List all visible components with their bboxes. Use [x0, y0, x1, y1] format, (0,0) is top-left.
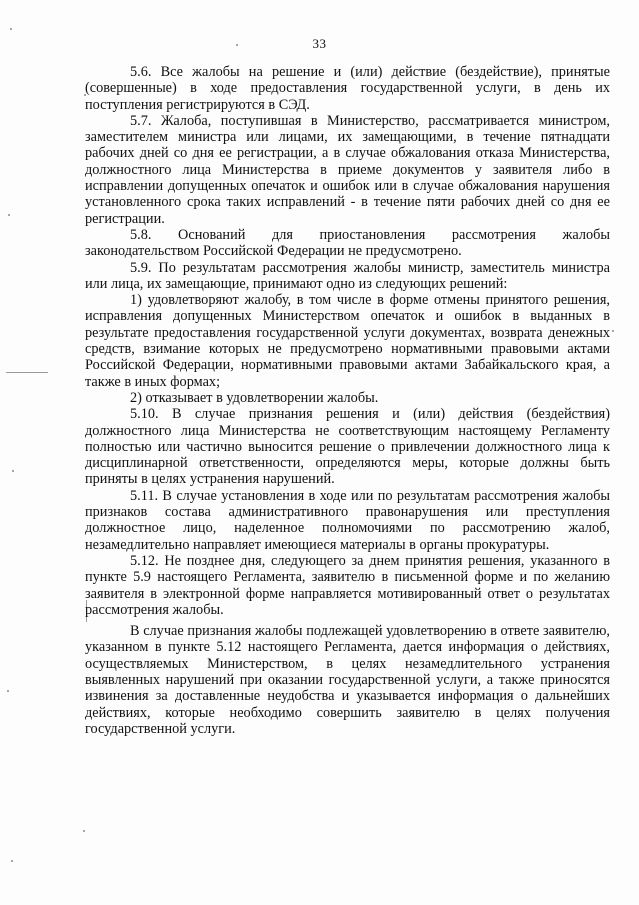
paragraph-5-12: 5.12. Не позднее дня, следующего за днем принятия решения, указанного в пункте 5.9 настоящего Регламента, заявителю в письменной форме и по желанию заявителя в электронной форме направляется мотивированный ответ о результатах рассмотрения жалобы. [85, 552, 610, 618]
scan-artifact-dot [7, 690, 9, 692]
paragraph-5-10: 5.10. В случае признания решения и (или) действия (бездействия) должностного лица Министерства не соответствующим настоящему Регламенту полностью или частично выносится решение о привлечении должностного лица к дисциплинарной ответственности, определяются меры, которые должны быть приняты в целях устранения нарушений. [85, 406, 610, 488]
paragraph-5-6: 5.6. Все жалобы на решение и (или) действие (бездействие), принятые (совершенные) в ходе предоставления государственной услуги, в день их поступления регистрируются в СЭД. [85, 64, 610, 113]
scan-artifact-dot [612, 330, 614, 332]
paragraph-5-7: 5.7. Жалоба, поступившая в Министерство, рассматривается министром, заместителем министра или лицами, их замещающими, в течение пятнадцати рабочих дней со дня ее регистрации, а в случае обжалования отказа Министерства, должностного лица Министерства в приеме документов у заявителя либо в исправлении допущенных опечаток и ошибок или в случае обжалования нарушения установленного срока таких исправлений - в течение пяти рабочих дней со дня ее регистрации. [85, 112, 610, 227]
paragraph-5-9: 5.9. По результатам рассмотрения жалобы министр, заместитель министра или лица, их замещающие, принимают одно из следующих решений: [85, 259, 610, 292]
scan-artifact-dot [12, 470, 14, 472]
scan-artifact-dot [10, 28, 12, 30]
document-body [85, 64, 610, 737]
scan-artifact-dot [83, 830, 85, 832]
scan-artifact-line [6, 372, 48, 373]
scan-artifact-dot [8, 214, 10, 216]
scan-artifact-dot [11, 860, 13, 862]
paragraph-5-11: 5.11. В случае установления в ходе или по результатам рассмотрения жалобы признаков состава административного правонарушения или преступления должностное лицо, наделенное полномочиями по рассмотрению жалоб, незамедлительно направляет имеющиеся материалы в органы прокуратуры. [85, 487, 610, 553]
paragraph-5-9-item-1: 1) удовлетворяют жалобу, в том числе в форме отмены принятого решения, исправления допущенных Министерством опечаток и ошибок в выданных в результате предоставления государственной услуги документах, возврата денежных средств, взимание которых не предусмотрено нормативными правовыми актами Российской Федерации, нормативными правовыми актами Забайкальского края, а также в иных формах; [85, 292, 610, 390]
paragraph-5-8: 5.8. Оснований для приостановления рассмотрения жалобы законодательством Российской Федерации не предусмотрено. [85, 226, 610, 260]
paragraph-final: В случае признания жалобы подлежащей удовлетворению в ответе заявителю, указанном в пункте 5.12 настоящего Регламента, дается информация о действиях, осуществляемых Министерством, в целях незамедлительного устранения выявленных нарушений при оказании государственной услуги, а также приносятся извинения за доставленные неудобства и указывается информация о дальнейших действиях, которые необходимо совершить заявителю в целях получения государственной услуги. [85, 623, 610, 737]
page-number: 33 [312, 36, 327, 51]
paragraph-5-9-item-2: 2) отказывает в удовлетворении жалобы. [130, 389, 379, 406]
